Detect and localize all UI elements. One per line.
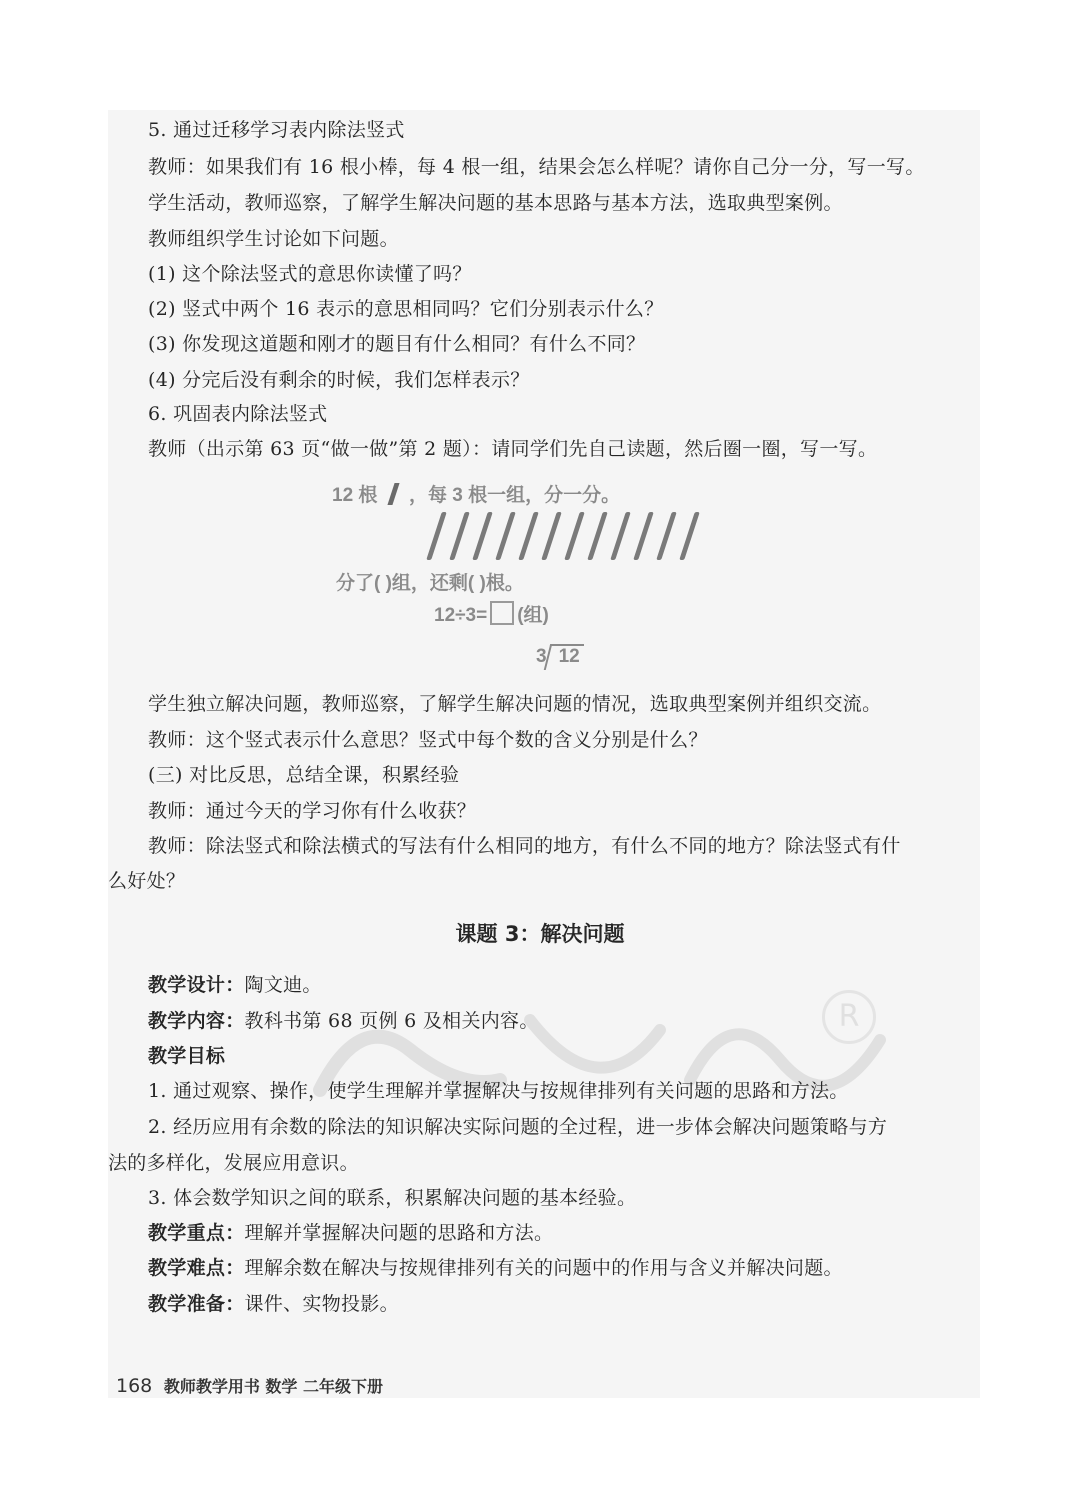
figure-result-text: 分了( )组，还剩( )根。 bbox=[336, 573, 524, 594]
figure-prompt-count: 12 根 bbox=[332, 485, 378, 506]
divisor: 3 bbox=[536, 646, 547, 667]
goal-1: 1. 通过观察、操作，使学生理解并掌握解决与按规律排列有关问题的思路和方法。 bbox=[148, 1080, 849, 1102]
step-5-heading: 5. 通过迁移学习表内除法竖式 bbox=[148, 119, 405, 141]
key-point-label: 教学重点： bbox=[148, 1222, 245, 1244]
text-line: 学生独立解决问题，教师巡察，了解学生解决问题的情况，选取典型案例并组织交流。 bbox=[148, 693, 882, 715]
difficulty-value: 理解余数在解决与按规律排列有关的问题中的作用与含义并解决问题。 bbox=[244, 1257, 843, 1279]
stick bbox=[679, 512, 700, 560]
question-4: (4) 分完后没有剩余的时候，我们怎样表示？ bbox=[148, 369, 530, 391]
text-line: 教师：通过今天的学习你有什么收获？ bbox=[148, 800, 477, 822]
stick bbox=[633, 512, 654, 560]
key-point-line bbox=[148, 1219, 553, 1247]
design-value: 陶文迪。 bbox=[244, 974, 322, 996]
stick bbox=[564, 512, 585, 560]
content-value: 教科书第 68 页例 6 及相关内容。 bbox=[244, 1010, 539, 1032]
question-1: (1) 这个除法竖式的意思你读懂了吗？ bbox=[148, 263, 472, 285]
figure-prompt-rest: ，每 3 根一组，分一分。 bbox=[408, 485, 621, 506]
text-line: 教师（出示第 63 页“做一做”第 2 题）：请同学们先自己读题，然后圈一圈，写一写。 bbox=[148, 438, 878, 460]
key-point-value: 理解并掌握解决问题的思路和方法。 bbox=[244, 1222, 554, 1244]
stick bbox=[495, 512, 516, 560]
stick bbox=[587, 512, 608, 560]
section-title: 课题 3：解决问题 bbox=[455, 922, 625, 946]
goals-heading: 教学目标 bbox=[148, 1045, 226, 1067]
figure-equation bbox=[434, 600, 549, 627]
text-line: 学生活动，教师巡察，了解学生解决问题的基本思路与基本方法，选取典型案例。 bbox=[148, 192, 843, 214]
text-line: 么好处？ bbox=[108, 870, 186, 892]
equation-unit: (组) bbox=[517, 605, 549, 626]
goal-3: 3. 体会数学知识之间的联系，积累解决问题的基本经验。 bbox=[148, 1187, 637, 1209]
section-iii-heading: (三) 对比反思，总结全课，积累经验 bbox=[148, 764, 460, 786]
question-3: (3) 你发现这道题和刚才的题目有什么相同？有什么不同？ bbox=[148, 333, 646, 355]
goal-2: 2. 经历应用有余数的除法的知识解决实际问题的全过程，进一步体会解决问题策略与方 bbox=[148, 1116, 888, 1138]
registered-mark-icon: R bbox=[822, 990, 876, 1044]
content-label: 教学内容： bbox=[148, 1010, 245, 1032]
text-line: 教师：如果我们有 16 根小棒，每 4 根一组，结果会怎么样呢？请你自己分一分，写一写。 bbox=[148, 156, 925, 178]
stick-glyph bbox=[387, 483, 399, 505]
stick bbox=[518, 512, 539, 560]
stick bbox=[426, 512, 447, 560]
page-number: 168 bbox=[116, 1375, 153, 1397]
figure-prompt bbox=[332, 480, 620, 507]
design-line bbox=[148, 971, 322, 999]
book-title: 教师教学用书 数学 二年级下册 bbox=[163, 1377, 383, 1396]
long-division bbox=[536, 646, 580, 668]
division-bracket bbox=[547, 646, 580, 668]
dividend: 12 bbox=[558, 646, 580, 667]
question-2: (2) 竖式中两个 16 表示的意思相同吗？它们分别表示什么？ bbox=[148, 298, 664, 320]
stick bbox=[541, 512, 562, 560]
stick-bundle bbox=[426, 512, 726, 564]
stick bbox=[449, 512, 470, 560]
page-footer bbox=[116, 1374, 383, 1397]
text-line: 教师：除法竖式和除法横式的写法有什么相同的地方，有什么不同的地方？除法竖式有什 bbox=[148, 835, 901, 857]
stick bbox=[610, 512, 631, 560]
stick bbox=[656, 512, 677, 560]
difficulty-label: 教学难点： bbox=[148, 1257, 245, 1279]
answer-blank-box bbox=[490, 601, 514, 625]
text-line: 教师：这个竖式表示什么意思？竖式中每个数的含义分别是什么？ bbox=[148, 729, 708, 751]
step-6-heading: 6. 巩固表内除法竖式 bbox=[148, 403, 328, 425]
equation-left: 12÷3= bbox=[434, 605, 488, 626]
preparation-value: 课件、实物投影。 bbox=[244, 1293, 399, 1315]
preparation-line bbox=[148, 1290, 399, 1318]
difficulty-line bbox=[148, 1254, 843, 1282]
stick bbox=[472, 512, 493, 560]
goal-2-continued: 法的多样化，发展应用意识。 bbox=[108, 1152, 359, 1174]
design-label: 教学设计： bbox=[148, 974, 245, 996]
exercise-figure bbox=[330, 476, 750, 676]
content-line bbox=[148, 1007, 539, 1035]
preparation-label: 教学准备： bbox=[148, 1293, 245, 1315]
text-line: 教师组织学生讨论如下问题。 bbox=[148, 228, 399, 250]
